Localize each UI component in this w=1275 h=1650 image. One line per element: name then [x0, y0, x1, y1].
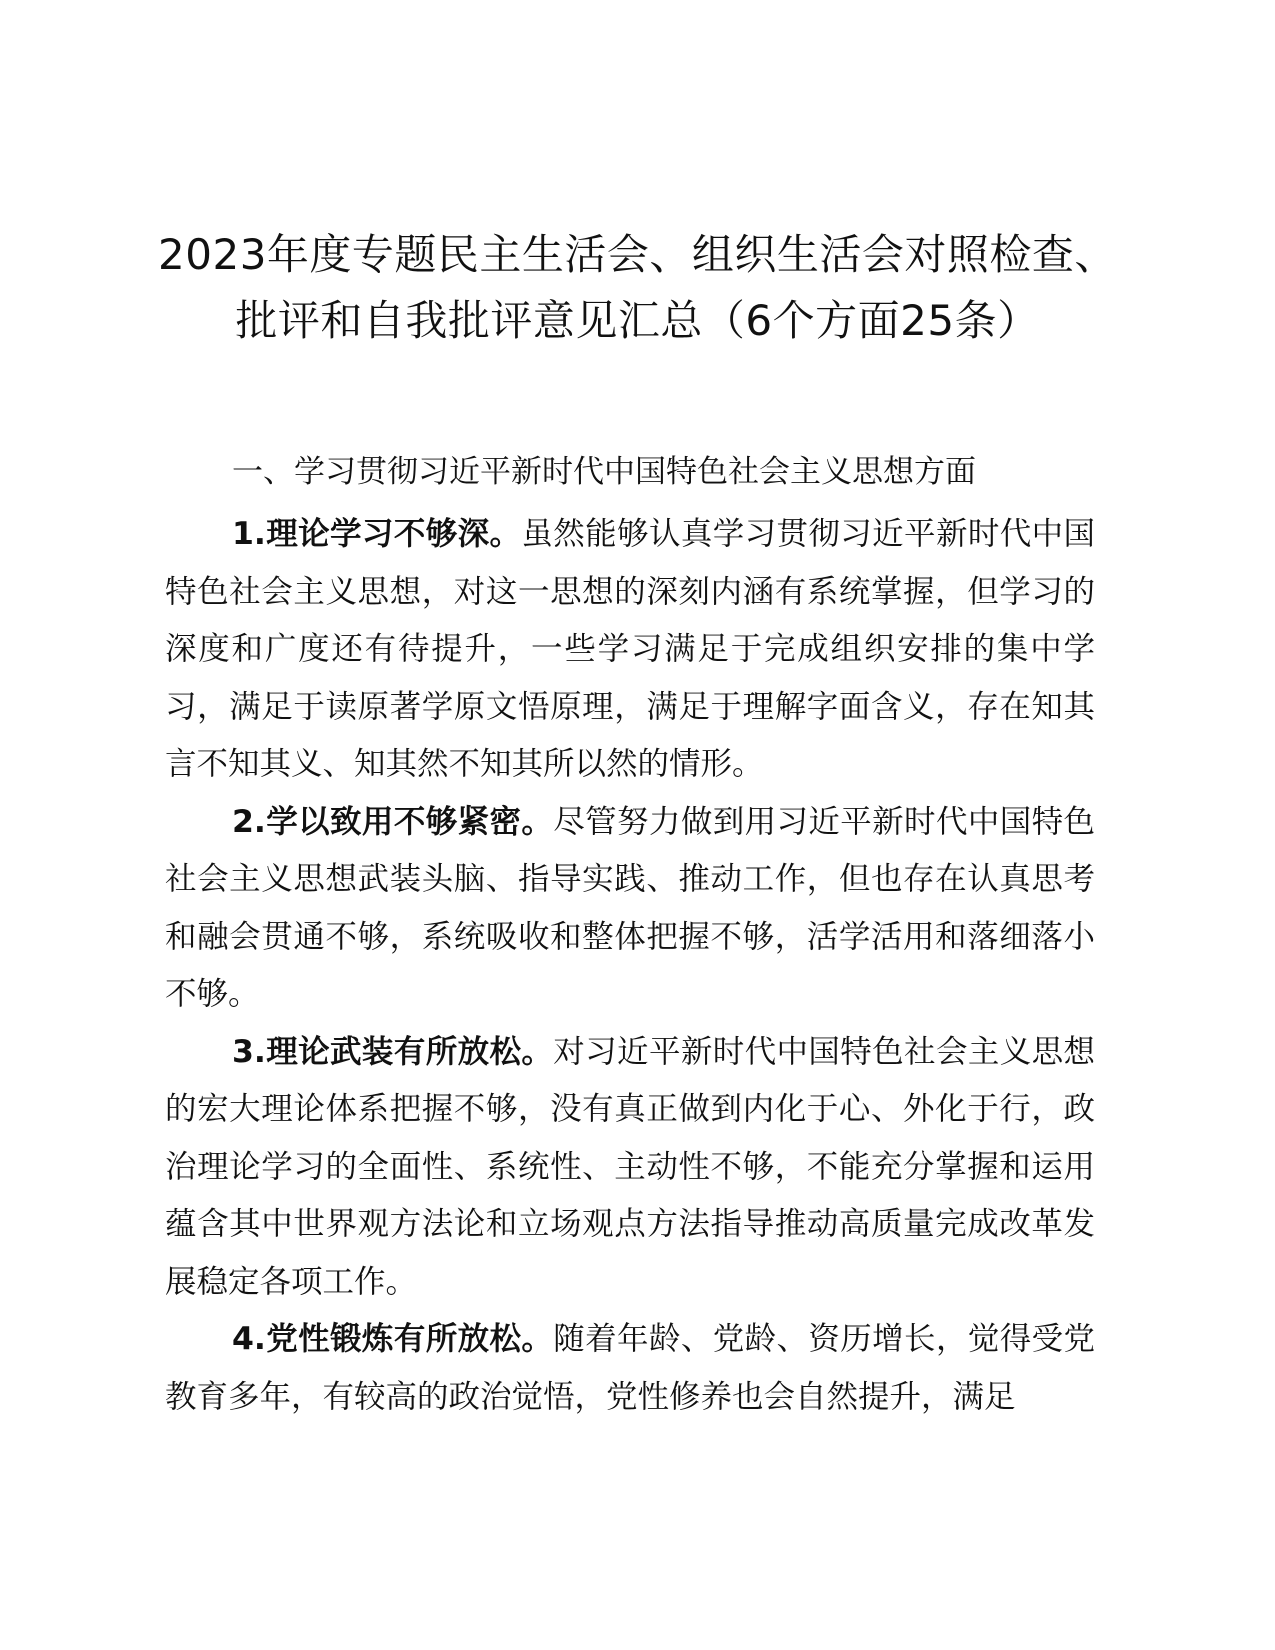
paragraph-1 — [165, 506, 1095, 794]
paragraph-4-lead: 4.党性锻炼有所放松。 — [232, 1321, 554, 1357]
section-heading: 一、学习贯彻习近平新时代中国特色社会主义思想方面 — [232, 454, 976, 490]
paragraph-3-text: 对习近平新时代中国特色社会主义思想的宏大理论体系把握不够，没有真正做到内化于心、外化于行，政治理论学习的全面性、系统性、主动性不够，不能充分掌握和运用蕴含其中世界观方法论和立场观点方法指导推动高质量完成改革发展稳定各项工作。 — [165, 1033, 1095, 1300]
document-title: 2023年度专题民主生活会、组织生活会对照检查、批评和自我批评意见汇总（6个方面25条） — [158, 230, 1117, 345]
paragraph-2 — [165, 794, 1095, 1024]
paragraph-4 — [165, 1311, 1095, 1426]
paragraph-4-text: 随着年龄、党龄、资历增长，觉得受党教育多年，有较高的政治觉悟，党性修养也会自然提升，满足 — [165, 1321, 1095, 1415]
paragraph-1-text: 虽然能够认真学习贯彻习近平新时代中国特色社会主义思想，对这一思想的深刻内涵有系统掌握，但学习的深度和广度还有待提升，一些学习满足于完成组织安排的集中学习，满足于读原著学原文悟原理，满足于理解字面含义，存在知其言不知其义、知其然不知其所以然的情形。 — [165, 516, 1095, 782]
paragraph-2-lead: 2.学以致用不够紧密。 — [232, 803, 554, 840]
document-body — [165, 506, 1095, 1426]
paragraph-3 — [165, 1024, 1095, 1312]
paragraph-2-text: 尽管努力做到用习近平新时代中国特色社会主义思想武装头脑、指导实践、推动工作，但也存在认真思考和融会贯通不够，系统吸收和整体把握不够，活学活用和落细落小不够。 — [165, 803, 1095, 1012]
paragraph-1-lead: 1.理论学习不够深。 — [232, 516, 522, 552]
paragraph-3-lead: 3.理论武装有所放松。 — [232, 1033, 554, 1070]
